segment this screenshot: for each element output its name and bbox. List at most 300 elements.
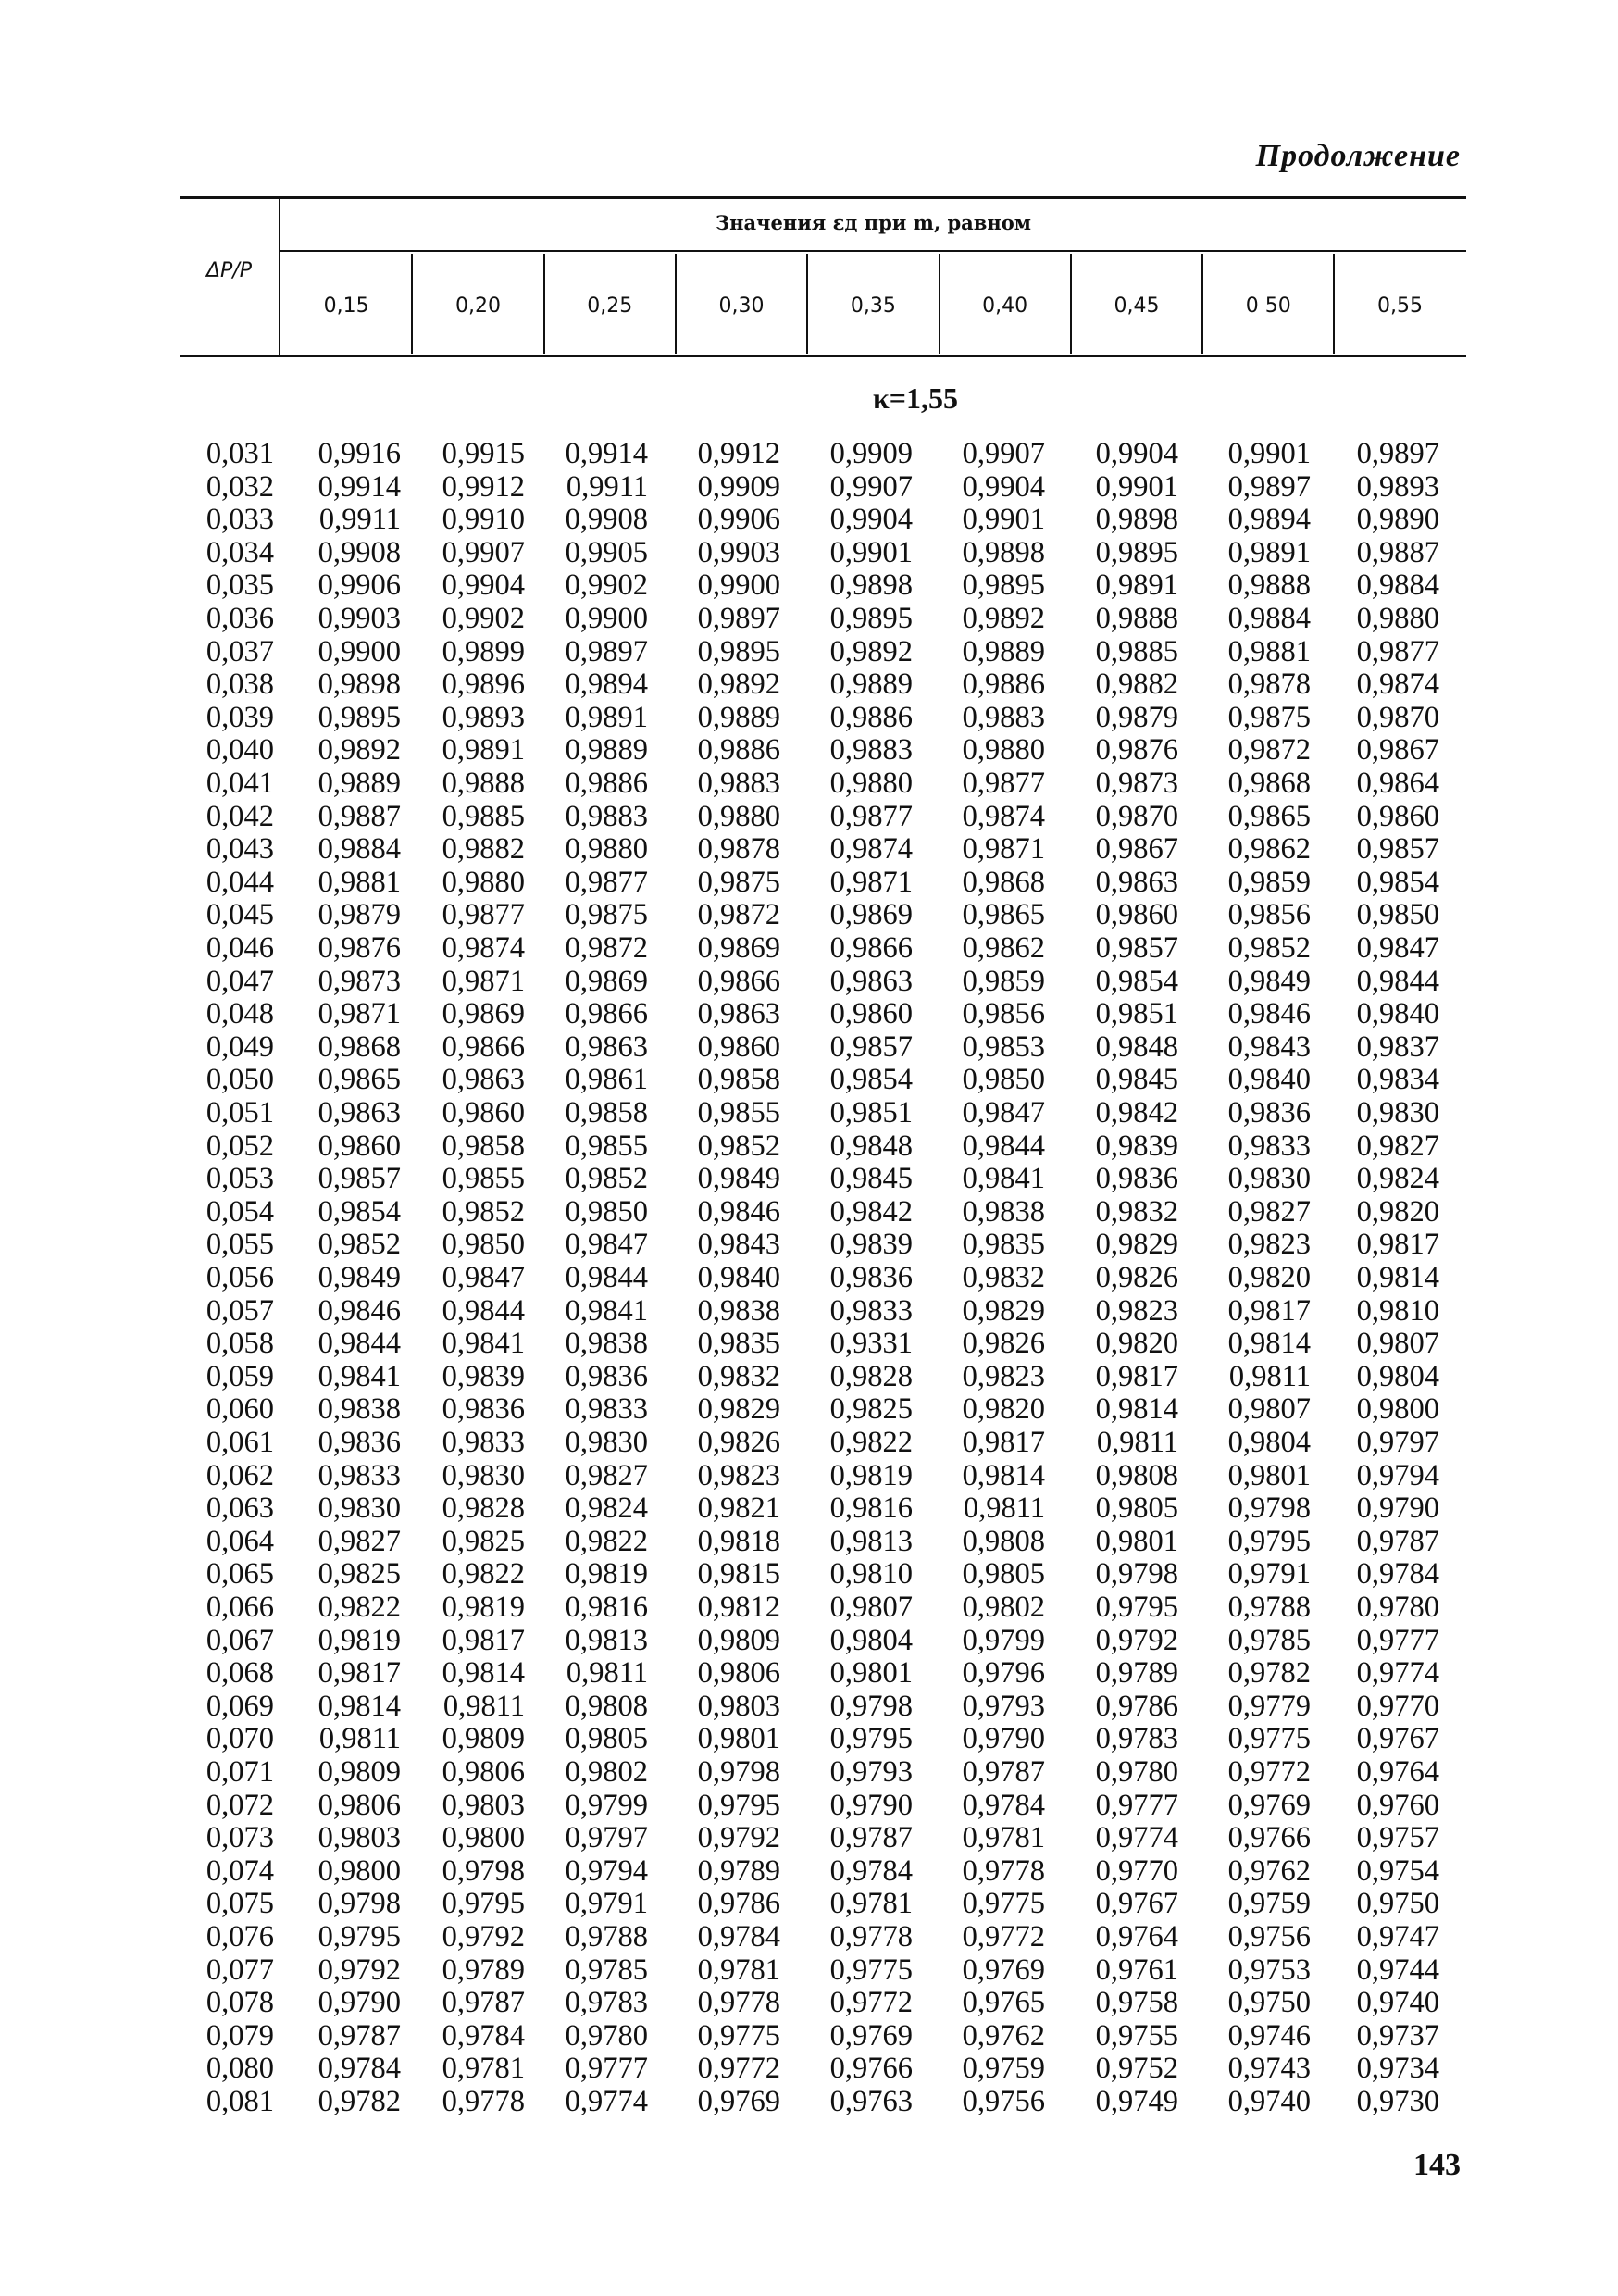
value-cell: 0,9840 bbox=[697, 1261, 780, 1294]
value-cell: 0,9886 bbox=[565, 767, 648, 800]
value-cell: 0,9808 bbox=[962, 1524, 1045, 1558]
value-cell: 0,9746 bbox=[1227, 2018, 1311, 2053]
value-cell: 0,9809 bbox=[317, 1755, 401, 1789]
value-cell: 0,9881 bbox=[317, 865, 401, 899]
value-cell: 0,9841 bbox=[565, 1293, 648, 1328]
value-cell: 0,9868 bbox=[317, 1029, 401, 1064]
value-cell: 0,9787 bbox=[829, 1821, 913, 1855]
row-param-cell: 0,054 bbox=[205, 1194, 274, 1229]
value-cell: 0,9879 bbox=[317, 898, 401, 932]
value-cell: 0,9880 bbox=[1356, 602, 1439, 635]
value-cell: 0,9832 bbox=[962, 1261, 1045, 1294]
value-cell: 0,9865 bbox=[317, 1063, 401, 1097]
row-param-cell: 0,077 bbox=[205, 1953, 274, 1987]
value-cell: 0,9795 bbox=[317, 1920, 401, 1953]
value-cell: 0,9803 bbox=[697, 1689, 780, 1723]
row-param-cell: 0,073 bbox=[205, 1821, 274, 1855]
value-cell: 0,9794 bbox=[1356, 1458, 1439, 1492]
column-divider bbox=[806, 254, 808, 354]
value-cell: 0,9827 bbox=[565, 1458, 648, 1492]
value-cell: 0,9882 bbox=[442, 832, 525, 867]
value-cell: 0,9872 bbox=[697, 898, 780, 932]
row-param-cell: 0,080 bbox=[205, 2052, 274, 2086]
value-cell: 0,9868 bbox=[1227, 767, 1311, 800]
value-cell: 0,9817 bbox=[1227, 1293, 1311, 1328]
value-cell: 0,9850 bbox=[962, 1063, 1045, 1097]
value-cell: 0,9827 bbox=[1227, 1194, 1311, 1229]
value-cell: 0,9914 bbox=[317, 469, 401, 504]
value-cell: 0,9799 bbox=[565, 1788, 648, 1822]
value-cell: 0,9730 bbox=[1356, 2085, 1439, 2118]
value-cell: 0,9876 bbox=[317, 931, 401, 965]
value-cell: 0,9830 bbox=[442, 1458, 525, 1492]
value-cell: 0,9858 bbox=[697, 1063, 780, 1097]
value-cell: 0,9811 bbox=[566, 1656, 648, 1691]
value-cell: 0,9878 bbox=[697, 832, 780, 867]
table-header-bottom-rule bbox=[180, 355, 1466, 357]
column-divider bbox=[675, 254, 677, 354]
value-cell: 0,9873 bbox=[317, 964, 401, 998]
value-cell: 0,9865 bbox=[962, 898, 1045, 932]
value-cell: 0,9845 bbox=[829, 1162, 913, 1196]
value-cell: 0,9800 bbox=[317, 1853, 401, 1888]
value-cell: 0,9869 bbox=[442, 997, 525, 1031]
row-param-cell: 0,048 bbox=[205, 997, 274, 1031]
value-cell: 0,9858 bbox=[442, 1129, 525, 1163]
value-cell: 0,9891 bbox=[442, 733, 525, 767]
value-cell: 0,9854 bbox=[1095, 964, 1178, 998]
value-cell: 0,9815 bbox=[697, 1557, 780, 1591]
value-cell: 0,9894 bbox=[1227, 503, 1311, 537]
value-cell: 0,9891 bbox=[1227, 535, 1311, 569]
value-cell: 0,9808 bbox=[565, 1689, 648, 1723]
value-cell: 0,9781 bbox=[829, 1887, 913, 1921]
value-cell: 0,9801 bbox=[697, 1722, 780, 1756]
row-param-cell: 0,041 bbox=[205, 767, 274, 800]
value-cell: 0,9787 bbox=[1356, 1524, 1439, 1558]
value-cell: 0,9885 bbox=[1095, 634, 1178, 668]
value-cell: 0,9811 bbox=[442, 1689, 525, 1723]
value-cell: 0,9830 bbox=[1227, 1162, 1311, 1196]
value-cell: 0,9891 bbox=[565, 700, 648, 734]
value-cell: 0,9828 bbox=[442, 1491, 525, 1526]
value-cell: 0,9814 bbox=[1356, 1261, 1439, 1294]
value-cell: 0,9823 bbox=[1095, 1293, 1178, 1328]
row-param-cell: 0,070 bbox=[205, 1722, 274, 1756]
row-param-cell: 0,035 bbox=[205, 568, 274, 603]
value-cell: 0,9766 bbox=[829, 2052, 913, 2086]
value-cell: 0,9814 bbox=[1095, 1392, 1178, 1427]
value-cell: 0,9830 bbox=[565, 1426, 648, 1459]
column-header: 0,20 bbox=[454, 294, 501, 318]
value-cell: 0,9797 bbox=[1356, 1426, 1439, 1459]
value-cell: 0,9852 bbox=[565, 1162, 648, 1196]
row-param-cell: 0,044 bbox=[205, 865, 274, 899]
column-header: 0,40 bbox=[982, 294, 1028, 318]
value-cell: 0,9856 bbox=[962, 997, 1045, 1031]
column-divider bbox=[1333, 254, 1335, 354]
value-cell: 0,9759 bbox=[1227, 1887, 1311, 1921]
value-cell: 0,9785 bbox=[565, 1953, 648, 1987]
row-param-cell: 0,036 bbox=[205, 602, 274, 635]
value-cell: 0,9843 bbox=[697, 1228, 780, 1262]
value-cell: 0,9795 bbox=[1095, 1591, 1178, 1624]
value-cell: 0,9870 bbox=[1095, 799, 1178, 833]
value-cell: 0,9774 bbox=[1095, 1821, 1178, 1855]
value-cell: 0,9907 bbox=[829, 469, 913, 504]
value-cell: 0,9894 bbox=[565, 668, 648, 702]
column-header: 0,35 bbox=[850, 294, 896, 318]
value-cell: 0,9828 bbox=[829, 1359, 913, 1393]
value-cell: 0,9852 bbox=[1227, 931, 1311, 965]
value-cell: 0,9820 bbox=[1356, 1194, 1439, 1229]
value-cell: 0,9808 bbox=[1095, 1458, 1178, 1492]
value-cell: 0,9758 bbox=[1095, 1986, 1178, 2020]
row-param-cell: 0,067 bbox=[205, 1623, 274, 1657]
value-cell: 0,9830 bbox=[317, 1491, 401, 1526]
column-header: 0,15 bbox=[323, 294, 369, 318]
value-cell: 0,9875 bbox=[1227, 700, 1311, 734]
row-param-cell: 0,042 bbox=[205, 799, 274, 833]
value-cell: 0,9868 bbox=[962, 865, 1045, 899]
value-cell: 0,9867 bbox=[1095, 832, 1178, 867]
value-cell: 0,9798 bbox=[829, 1689, 913, 1723]
value-cell: 0,9903 bbox=[317, 602, 401, 635]
value-cell: 0,9889 bbox=[962, 634, 1045, 668]
value-cell: 0,9836 bbox=[1227, 1096, 1311, 1129]
value-cell: 0,9774 bbox=[565, 2085, 648, 2118]
value-cell: 0,9860 bbox=[1095, 898, 1178, 932]
value-cell: 0,9883 bbox=[697, 767, 780, 800]
value-cell: 0,9898 bbox=[317, 668, 401, 702]
value-cell: 0,9844 bbox=[317, 1327, 401, 1361]
row-param-cell: 0,039 bbox=[205, 700, 274, 734]
value-cell: 0,9803 bbox=[317, 1821, 401, 1855]
value-cell: 0,9883 bbox=[962, 700, 1045, 734]
value-cell: 0,9910 bbox=[442, 503, 525, 537]
value-cell: 0,9854 bbox=[317, 1194, 401, 1229]
value-cell: 0,9866 bbox=[442, 1029, 525, 1064]
value-cell: 0,9850 bbox=[442, 1228, 525, 1262]
value-cell: 0,9769 bbox=[829, 2018, 913, 2053]
value-cell: 0,9785 bbox=[1227, 1623, 1311, 1657]
value-cell: 0,9863 bbox=[317, 1096, 401, 1129]
value-cell: 0,9832 bbox=[697, 1359, 780, 1393]
value-cell: 0,9856 bbox=[1227, 898, 1311, 932]
value-cell: 0,9877 bbox=[442, 898, 525, 932]
value-cell: 0,9857 bbox=[829, 1029, 913, 1064]
value-cell: 0,9832 bbox=[1095, 1194, 1178, 1229]
value-cell: 0,9863 bbox=[829, 964, 913, 998]
value-cell: 0,9804 bbox=[829, 1623, 913, 1657]
value-cell: 0,9791 bbox=[1227, 1557, 1311, 1591]
value-cell: 0,9874 bbox=[442, 931, 525, 965]
value-cell: 0,9904 bbox=[442, 568, 525, 603]
value-cell: 0,9874 bbox=[829, 832, 913, 867]
value-cell: 0,9899 bbox=[442, 634, 525, 668]
value-cell: 0,9866 bbox=[565, 997, 648, 1031]
value-cell: 0,9775 bbox=[962, 1887, 1045, 1921]
value-cell: 0,9786 bbox=[697, 1887, 780, 1921]
value-cell: 0,9804 bbox=[1356, 1359, 1439, 1393]
value-cell: 0,9847 bbox=[1356, 931, 1439, 965]
value-cell: 0,9839 bbox=[1095, 1129, 1178, 1163]
value-cell: 0,9805 bbox=[962, 1557, 1045, 1591]
row-param-cell: 0,037 bbox=[205, 634, 274, 668]
value-cell: 0,9863 bbox=[1095, 865, 1178, 899]
value-cell: 0,9855 bbox=[565, 1129, 648, 1163]
value-cell: 0,9862 bbox=[1227, 832, 1311, 867]
value-cell: 0,9900 bbox=[317, 634, 401, 668]
value-cell: 0,9881 bbox=[1227, 634, 1311, 668]
value-cell: 0,9814 bbox=[317, 1689, 401, 1723]
value-cell: 0,9875 bbox=[697, 865, 780, 899]
value-cell: 0,9900 bbox=[697, 568, 780, 603]
value-cell: 0,9846 bbox=[697, 1194, 780, 1229]
value-cell: 0,9798 bbox=[442, 1853, 525, 1888]
value-cell: 0,9912 bbox=[442, 469, 525, 504]
value-cell: 0,9851 bbox=[829, 1096, 913, 1129]
value-cell: 0,9737 bbox=[1356, 2018, 1439, 2053]
value-cell: 0,9895 bbox=[697, 634, 780, 668]
value-cell: 0,9817 bbox=[962, 1426, 1045, 1459]
value-cell: 0,9817 bbox=[442, 1623, 525, 1657]
row-param-cell: 0,045 bbox=[205, 898, 274, 932]
row-param-cell: 0,055 bbox=[205, 1228, 274, 1262]
value-cell: 0,9909 bbox=[829, 437, 913, 470]
value-cell: 0,9857 bbox=[317, 1162, 401, 1196]
value-cell: 0,9826 bbox=[1095, 1261, 1178, 1294]
value-cell: 0,9849 bbox=[1227, 964, 1311, 998]
column-header: 0,30 bbox=[718, 294, 765, 318]
value-cell: 0,9819 bbox=[565, 1557, 648, 1591]
value-cell: 0,9781 bbox=[697, 1953, 780, 1987]
value-cell: 0,9781 bbox=[442, 2052, 525, 2086]
value-cell: 0,9895 bbox=[317, 700, 401, 734]
value-cell: 0,9767 bbox=[1095, 1887, 1178, 1921]
row-param-cell: 0,040 bbox=[205, 733, 274, 767]
value-cell: 0,9784 bbox=[317, 2052, 401, 2086]
value-cell: 0,9775 bbox=[829, 1953, 913, 1987]
value-cell: 0,9767 bbox=[1356, 1722, 1439, 1756]
value-cell: 0,9883 bbox=[829, 733, 913, 767]
value-cell: 0,9859 bbox=[962, 964, 1045, 998]
value-cell: 0,9851 bbox=[1095, 997, 1178, 1031]
value-cell: 0,9908 bbox=[565, 503, 648, 537]
value-cell: 0,9797 bbox=[565, 1821, 648, 1855]
value-cell: 0,9744 bbox=[1356, 1953, 1439, 1987]
value-cell: 0,9750 bbox=[1356, 1887, 1439, 1921]
value-cell: 0,9850 bbox=[1356, 898, 1439, 932]
value-cell: 0,9844 bbox=[1356, 964, 1439, 998]
value-cell: 0,9898 bbox=[962, 535, 1045, 569]
table-header-divider bbox=[280, 250, 1466, 252]
value-cell: 0,9793 bbox=[962, 1689, 1045, 1723]
value-cell: 0,9820 bbox=[1227, 1261, 1311, 1294]
value-cell: 0,9849 bbox=[317, 1261, 401, 1294]
value-cell: 0,9783 bbox=[1095, 1722, 1178, 1756]
value-cell: 0,9860 bbox=[829, 997, 913, 1031]
value-cell: 0,9782 bbox=[317, 2085, 401, 2118]
value-cell: 0,9837 bbox=[1356, 1029, 1439, 1064]
value-cell: 0,9841 bbox=[317, 1359, 401, 1393]
value-cell: 0,9850 bbox=[565, 1194, 648, 1229]
value-cell: 0,9790 bbox=[317, 1986, 401, 2020]
value-cell: 0,9822 bbox=[829, 1426, 913, 1459]
value-cell: 0,9846 bbox=[1227, 997, 1311, 1031]
value-cell: 0,9795 bbox=[1227, 1524, 1311, 1558]
value-cell: 0,9909 bbox=[697, 469, 780, 504]
value-cell: 0,9904 bbox=[829, 503, 913, 537]
value-cell: 0,9753 bbox=[1227, 1953, 1311, 1987]
value-cell: 0,9855 bbox=[697, 1096, 780, 1129]
value-cell: 0,9791 bbox=[565, 1887, 648, 1921]
value-cell: 0,9848 bbox=[1095, 1029, 1178, 1064]
value-cell: 0,9802 bbox=[565, 1755, 648, 1789]
row-param-cell: 0,068 bbox=[205, 1656, 274, 1691]
value-cell: 0,9790 bbox=[1356, 1491, 1439, 1526]
column-divider bbox=[1070, 254, 1072, 354]
value-cell: 0,9838 bbox=[697, 1293, 780, 1328]
row-param-cell: 0,047 bbox=[205, 964, 274, 998]
value-cell: 0,9770 bbox=[1095, 1853, 1178, 1888]
value-cell: 0,9902 bbox=[442, 602, 525, 635]
value-cell: 0,9798 bbox=[1227, 1491, 1311, 1526]
value-cell: 0,9860 bbox=[1356, 799, 1439, 833]
value-cell: 0,9838 bbox=[962, 1194, 1045, 1229]
value-cell: 0,9886 bbox=[697, 733, 780, 767]
value-cell: 0,9789 bbox=[442, 1953, 525, 1987]
value-cell: 0,9755 bbox=[1095, 2018, 1178, 2053]
value-cell: 0,9888 bbox=[1227, 568, 1311, 603]
value-cell: 0,9873 bbox=[1095, 767, 1178, 800]
value-cell: 0,9784 bbox=[697, 1920, 780, 1953]
row-param-cell: 0,066 bbox=[205, 1591, 274, 1624]
value-cell: 0,9804 bbox=[1227, 1426, 1311, 1459]
value-cell: 0,9857 bbox=[1356, 832, 1439, 867]
value-cell: 0,9819 bbox=[442, 1591, 525, 1624]
value-cell: 0,9792 bbox=[442, 1920, 525, 1953]
value-cell: 0,9845 bbox=[1095, 1063, 1178, 1097]
value-cell: 0,9884 bbox=[317, 832, 401, 867]
value-cell: 0,9819 bbox=[829, 1458, 913, 1492]
value-cell: 0,9786 bbox=[1095, 1689, 1178, 1723]
value-cell: 0,9770 bbox=[1356, 1689, 1439, 1723]
value-cell: 0,9863 bbox=[565, 1029, 648, 1064]
value-cell: 0,9886 bbox=[962, 668, 1045, 702]
value-cell: 0,9889 bbox=[317, 767, 401, 800]
row-param-cell: 0,064 bbox=[205, 1524, 274, 1558]
value-cell: 0,9836 bbox=[442, 1392, 525, 1427]
value-cell: 0,9810 bbox=[829, 1557, 913, 1591]
value-cell: 0,9820 bbox=[962, 1392, 1045, 1427]
value-cell: 0,9756 bbox=[1227, 1920, 1311, 1953]
row-param-cell: 0,079 bbox=[205, 2018, 274, 2053]
value-cell: 0,9880 bbox=[829, 767, 913, 800]
value-cell: 0,9844 bbox=[565, 1261, 648, 1294]
value-cell: 0,9807 bbox=[1227, 1392, 1311, 1427]
column-header: 0,55 bbox=[1377, 294, 1424, 318]
kappa-label: κ=1,55 bbox=[873, 381, 958, 415]
value-cell: 0,9750 bbox=[1227, 1986, 1311, 2020]
value-cell: 0,9747 bbox=[1356, 1920, 1439, 1953]
value-cell: 0,9833 bbox=[829, 1293, 913, 1328]
value-cell: 0,9901 bbox=[1095, 469, 1178, 504]
value-cell: 0,9875 bbox=[565, 898, 648, 932]
value-cell: 0,9866 bbox=[829, 931, 913, 965]
value-cell: 0,9790 bbox=[829, 1788, 913, 1822]
value-cell: 0,9779 bbox=[1227, 1689, 1311, 1723]
value-cell: 0,9784 bbox=[962, 1788, 1045, 1822]
value-cell: 0,9884 bbox=[1356, 568, 1439, 603]
value-cell: 0,9877 bbox=[962, 767, 1045, 800]
value-cell: 0,9880 bbox=[962, 733, 1045, 767]
value-cell: 0,9880 bbox=[442, 865, 525, 899]
row-param-cell: 0,046 bbox=[205, 931, 274, 965]
value-cell: 0,9824 bbox=[565, 1491, 648, 1526]
value-cell: 0,9764 bbox=[1356, 1755, 1439, 1789]
value-cell: 0,9826 bbox=[962, 1327, 1045, 1361]
value-cell: 0,9911 bbox=[566, 469, 648, 504]
value-cell: 0,9806 bbox=[442, 1755, 525, 1789]
value-cell: 0,9855 bbox=[442, 1162, 525, 1196]
value-cell: 0,9769 bbox=[962, 1953, 1045, 1987]
value-cell: 0,9784 bbox=[1356, 1557, 1439, 1591]
page-number: 143 bbox=[1413, 2148, 1461, 2182]
value-cell: 0,9852 bbox=[442, 1194, 525, 1229]
value-cell: 0,9896 bbox=[442, 668, 525, 702]
value-cell: 0,9898 bbox=[829, 568, 913, 603]
column-header: 0,25 bbox=[587, 294, 633, 318]
value-cell: 0,9772 bbox=[829, 1986, 913, 2020]
value-cell: 0,9901 bbox=[962, 503, 1045, 537]
value-cell: 0,9778 bbox=[962, 1853, 1045, 1888]
value-cell: 0,9762 bbox=[1227, 1853, 1311, 1888]
value-cell: 0,9811 bbox=[1096, 1426, 1178, 1459]
value-cell: 0,9821 bbox=[697, 1491, 780, 1526]
value-cell: 0,9803 bbox=[442, 1788, 525, 1822]
row-param-cell: 0,052 bbox=[205, 1129, 274, 1163]
value-cell: 0,9777 bbox=[1095, 1788, 1178, 1822]
row-param-cell: 0,072 bbox=[205, 1788, 274, 1822]
value-cell: 0,9847 bbox=[565, 1228, 648, 1262]
value-cell: 0,9888 bbox=[1095, 602, 1178, 635]
value-cell: 0,9798 bbox=[1095, 1557, 1178, 1591]
value-cell: 0,9817 bbox=[1356, 1228, 1439, 1262]
value-cell: 0,9901 bbox=[1227, 437, 1311, 470]
value-cell: 0,9885 bbox=[442, 799, 525, 833]
value-cell: 0,9895 bbox=[1095, 535, 1178, 569]
value-cell: 0,9772 bbox=[1227, 1755, 1311, 1789]
value-cell: 0,9897 bbox=[565, 634, 648, 668]
column-divider bbox=[543, 254, 545, 354]
value-cell: 0,9843 bbox=[1227, 1029, 1311, 1064]
value-cell: 0,9866 bbox=[697, 964, 780, 998]
value-cell: 0,9795 bbox=[829, 1722, 913, 1756]
value-cell: 0,9757 bbox=[1356, 1821, 1439, 1855]
value-cell: 0,9914 bbox=[565, 437, 648, 470]
value-cell: 0,9824 bbox=[1356, 1162, 1439, 1196]
value-cell: 0,9869 bbox=[829, 898, 913, 932]
value-cell: 0,9787 bbox=[442, 1986, 525, 2020]
value-cell: 0,9912 bbox=[697, 437, 780, 470]
value-cell: 0,9801 bbox=[1095, 1524, 1178, 1558]
value-cell: 0,9864 bbox=[1356, 767, 1439, 800]
value-cell: 0,9826 bbox=[697, 1426, 780, 1459]
value-cell: 0,9869 bbox=[697, 931, 780, 965]
row-param-cell: 0,057 bbox=[205, 1293, 274, 1328]
value-cell: 0,9823 bbox=[1227, 1228, 1311, 1262]
